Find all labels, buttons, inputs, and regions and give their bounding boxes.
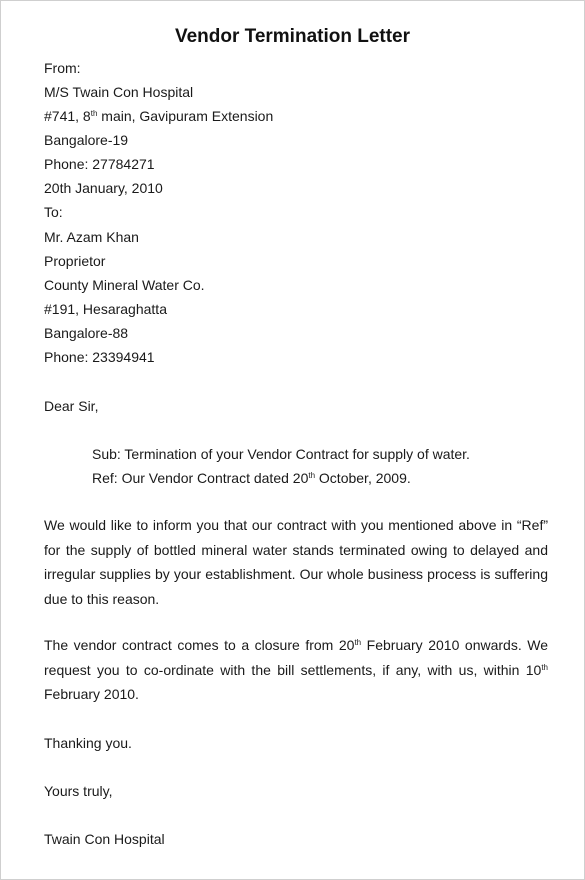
to-label: To:	[44, 204, 63, 220]
from-address: #741, 8th main, Gavipuram Extension	[44, 108, 274, 124]
from-phone: Phone: 27784271	[44, 156, 155, 172]
to-phone: Phone: 23394941	[44, 349, 155, 365]
to-name: Mr. Azam Khan	[44, 229, 139, 245]
subject-line: Sub: Termination of your Vendor Contract for supply of water.	[92, 446, 470, 462]
to-title: Proprietor	[44, 253, 106, 269]
from-name: M/S Twain Con Hospital	[44, 84, 194, 100]
from-label: From:	[44, 60, 81, 76]
thanks-line: Thanking you.	[44, 735, 132, 751]
to-city: Bangalore-88	[44, 325, 129, 341]
salutation: Dear Sir,	[44, 398, 99, 414]
to-address: #191, Hesaraghatta	[44, 301, 167, 317]
to-company: County Mineral Water Co.	[44, 277, 205, 293]
reference-line: Ref: Our Vendor Contract dated 20th October, 2009.	[92, 470, 411, 486]
signature: Twain Con Hospital	[44, 831, 165, 847]
body-paragraph-2: The vendor contract comes to a closure from 20th February 2010 onwards. We request you to co-ordinate with the bill settlements, if any, with us, within 10th February 2010.	[44, 637, 549, 702]
letter-title: Vendor Termination Letter	[174, 26, 411, 47]
body-paragraph-1: We would like to inform you that our contract with you mentioned above in “Ref” for the supply of bottled mineral water stands terminated owing to delayed and irregular supplies by your establishment. Our whole business process is suffering due to this reason.	[44, 517, 548, 607]
from-city: Bangalore-19	[44, 132, 129, 148]
letter-date: 20th January, 2010	[44, 180, 163, 196]
closing-line: Yours truly,	[44, 783, 113, 799]
